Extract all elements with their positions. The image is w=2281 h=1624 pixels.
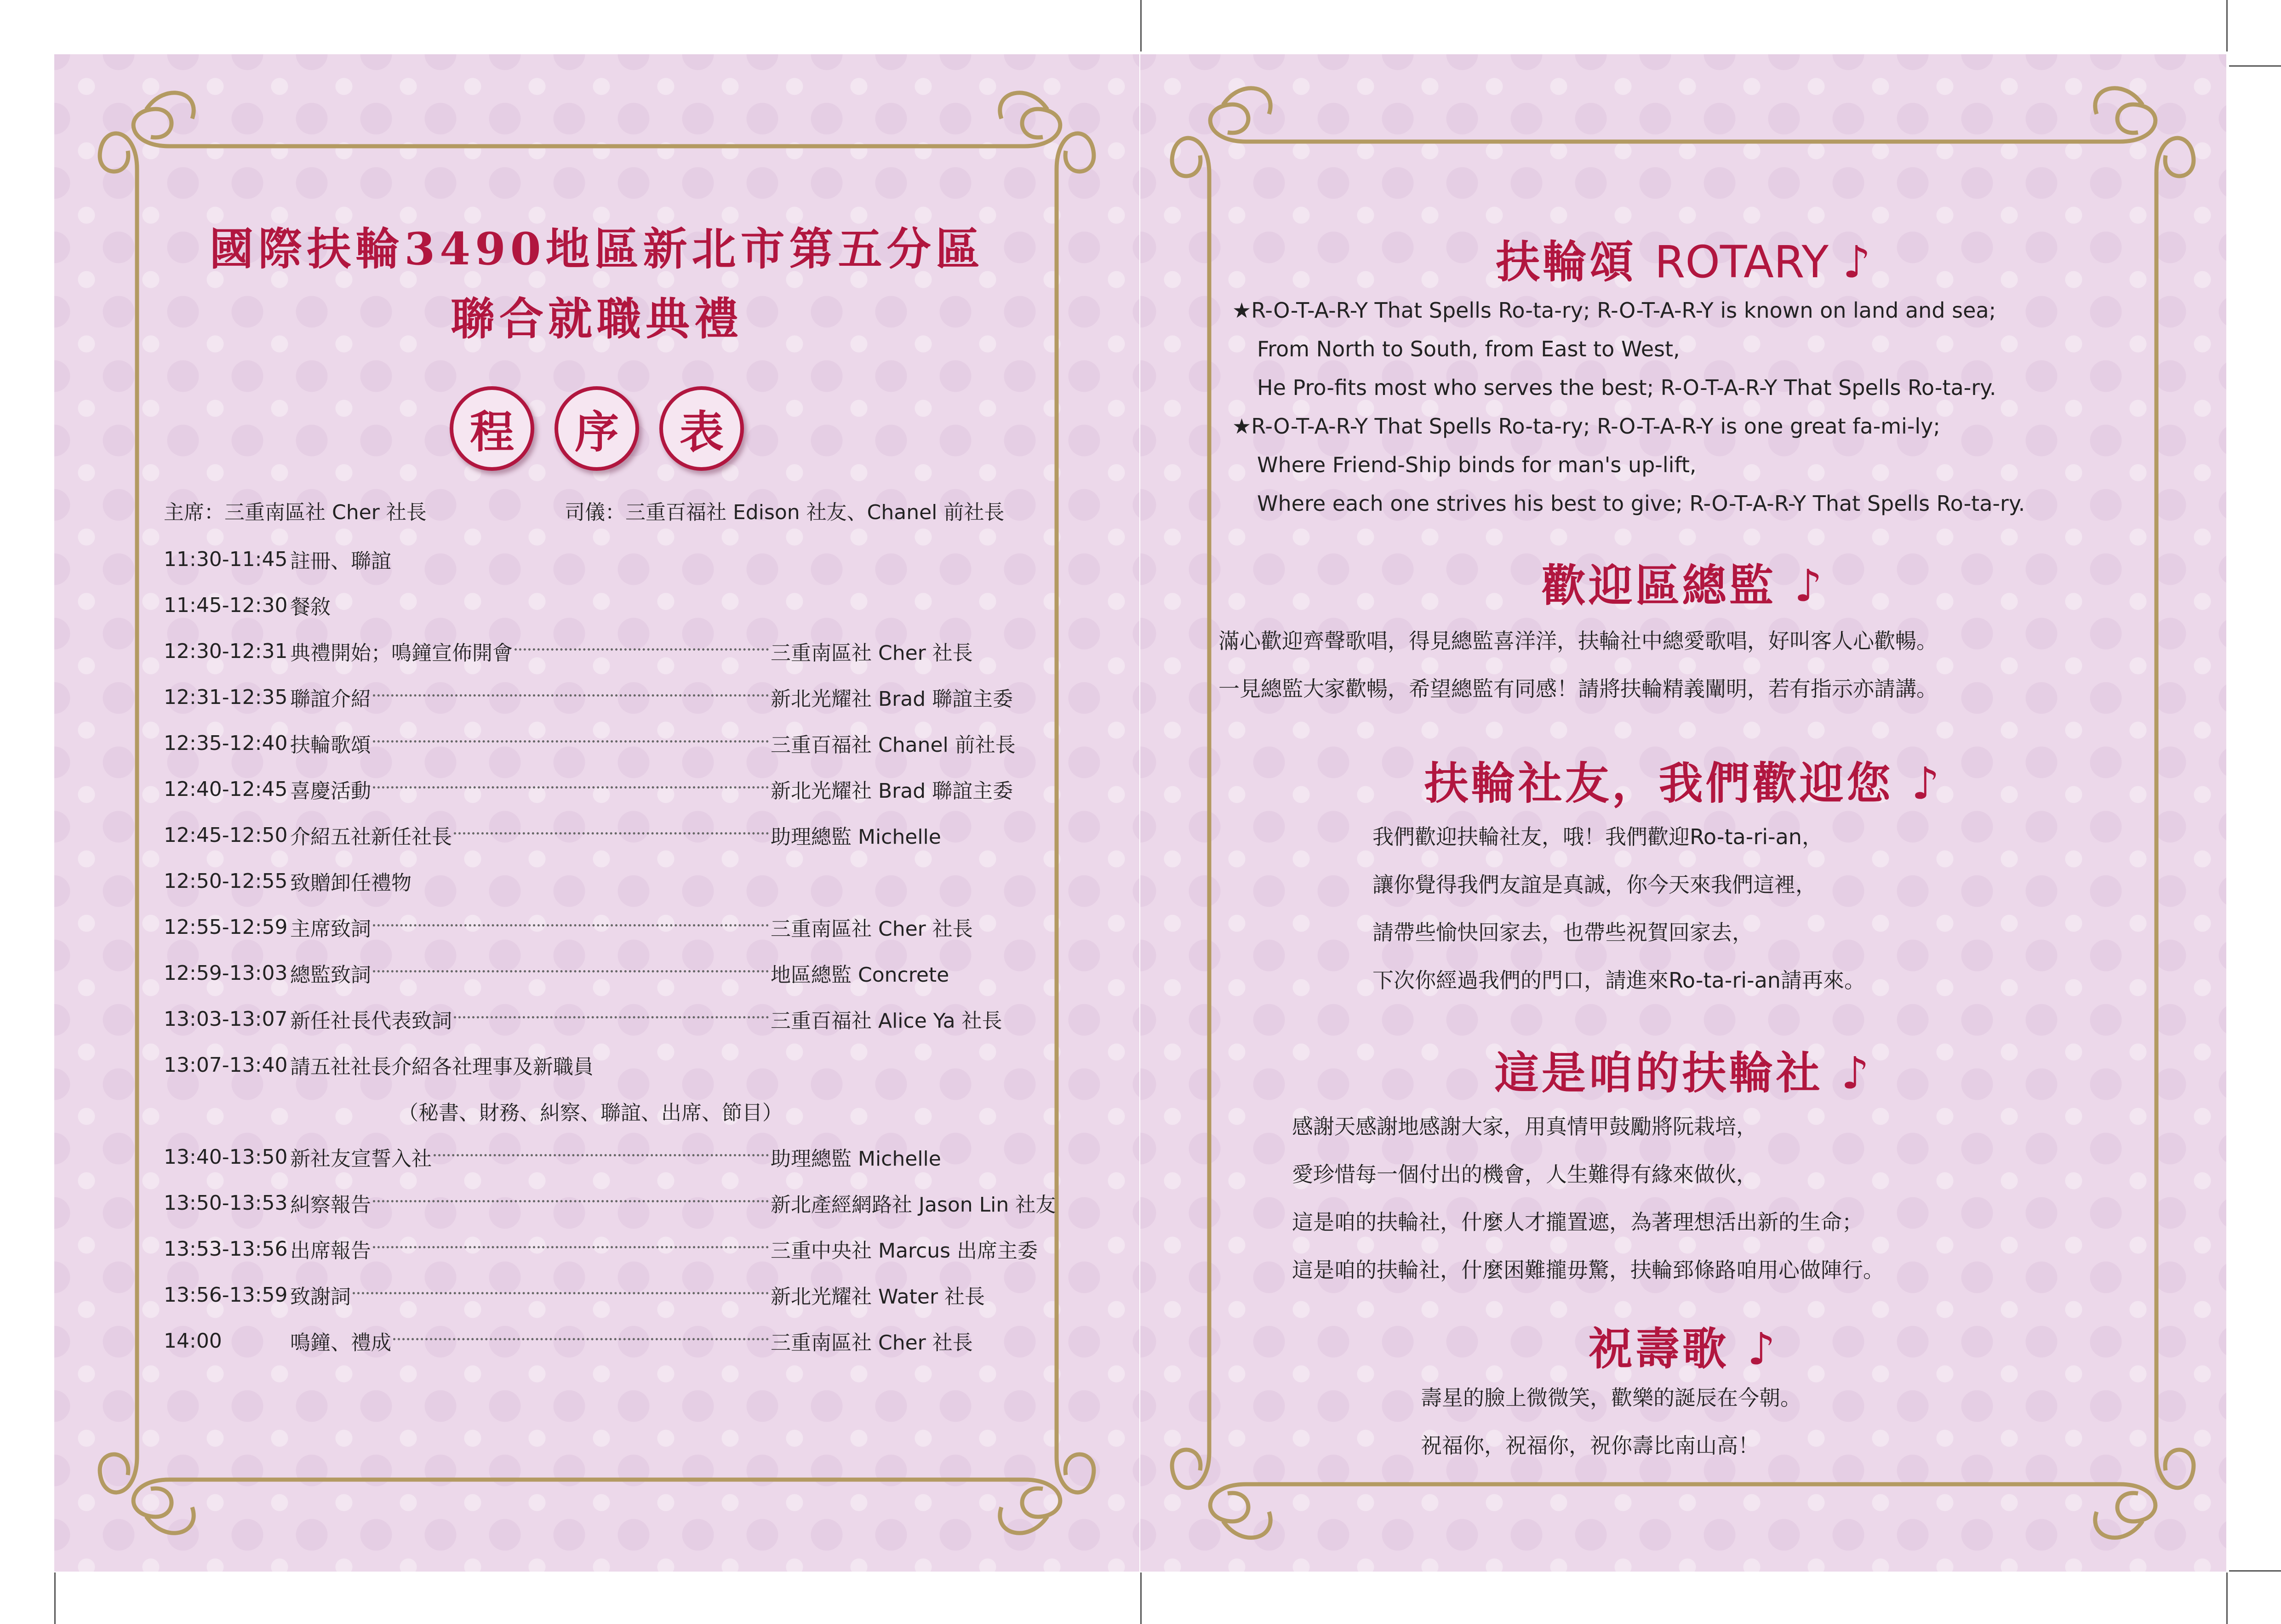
program-time: 12:40-12:45	[164, 777, 288, 801]
dot-leader	[454, 832, 769, 835]
dot-leader	[373, 924, 769, 926]
crop-mark	[2226, 1573, 2228, 1624]
lyric-line: Where Friend-Ship binds for man's up-lift,	[1257, 452, 1697, 477]
program-time: 12:55-12:59	[164, 915, 288, 939]
program-presenter: 新北產經網路社 Jason Lin 社友	[771, 1193, 1056, 1217]
program-row	[164, 858, 1074, 904]
program-row	[164, 536, 1074, 582]
program-badges	[54, 386, 1139, 471]
page-title: 國際扶輪3490地區新北市第五分區	[209, 223, 984, 275]
dot-leader	[434, 1154, 769, 1156]
program-row	[164, 1226, 1074, 1272]
dot-leader	[373, 694, 769, 697]
program-row	[164, 996, 1074, 1042]
crop-mark	[2229, 65, 2281, 67]
crop-mark	[1140, 0, 1142, 51]
lyric-line: He Pro-fits most who serves the best; R-O-T-A-R-Y That Spells Ro-ta-ry.	[1257, 375, 1996, 400]
program-presenter: 三重南區社 Cher 社長	[771, 917, 973, 941]
program-row	[164, 1318, 1074, 1364]
program-presenter: 三重百福社 Chanel 前社長	[771, 733, 1016, 757]
program-item: 典禮開始；鳴鐘宣佈開會	[290, 641, 513, 665]
program-time: 14:00	[164, 1329, 222, 1353]
program-time: 13:40-13:50	[164, 1145, 288, 1169]
program-item: （秘書、財務、糾察、聯誼、出席、節目）	[398, 1101, 783, 1125]
lyric-line: 這是咱的扶輪社，什麼困難攏毋驚，扶輪郅條路咱用心做陣行。	[1292, 1258, 1884, 1282]
songs-page	[1140, 54, 2226, 1572]
lyric-line: 一見總監大家歡暢，希望總監有同感！請將扶輪精義闡明，若有指示亦請講。	[1218, 676, 1938, 701]
crop-mark	[2229, 1570, 2281, 1572]
program-item: 致贈卸任禮物	[290, 871, 412, 895]
page-subtitle: 聯合就職典禮	[451, 293, 743, 345]
program-list	[164, 536, 1074, 1364]
lyric-line: 滿心歡迎齊聲歌唱，得見總監喜洋洋，扶輪社中總愛歌唱，好叫客人心歡暢。	[1218, 629, 1938, 653]
section-title-welcome-governor: 歡迎區總監 ♪	[1541, 560, 1825, 612]
program-presenter: 地區總監 Concrete	[771, 963, 949, 987]
program-presenter: 新北光耀社 Water 社長	[771, 1285, 985, 1309]
section-title-birthday: 祝壽歌 ♪	[1588, 1323, 1778, 1375]
program-time: 12:31-12:35	[164, 685, 288, 709]
program-row	[164, 904, 1074, 950]
badge-circle: 表	[659, 386, 744, 471]
badge-circle: 序	[555, 386, 639, 471]
crop-mark	[2226, 0, 2228, 51]
program-item: 主席致詞	[290, 917, 371, 941]
program-time: 12:59-13:03	[164, 961, 288, 985]
lyric-line: 愛珍惜每一個付出的機會，人生難得有緣來做伙，	[1292, 1162, 1757, 1187]
program-presenter: 三重中央社 Marcus 出席主委	[771, 1239, 1038, 1263]
program-row	[164, 1042, 1074, 1088]
program-item: 糾察報告	[290, 1193, 371, 1217]
program-row	[164, 1088, 1074, 1134]
program-item: 餐敘	[290, 595, 331, 619]
program-row	[164, 720, 1074, 766]
lyric-line: 下次你經過我們的門口，請進來Ro-ta-ri-an請再來。	[1372, 968, 1865, 993]
section-title-rotary	[1140, 227, 2226, 290]
program-presenter: 助理總監 Michelle	[771, 1147, 941, 1171]
dot-leader	[373, 786, 769, 789]
dot-leader	[353, 1292, 769, 1294]
program-time: 11:30-11:45	[164, 547, 288, 571]
program-item: 致謝詞	[290, 1285, 351, 1309]
program-time: 13:50-13:53	[164, 1191, 288, 1215]
dot-leader	[393, 1338, 769, 1340]
lyric-line: 壽星的臉上微微笑，歡樂的誕辰在今朝。	[1421, 1385, 1801, 1410]
dot-leader	[373, 740, 769, 743]
program-row	[164, 950, 1074, 996]
program-presenter: 新北光耀社 Brad 聯誼主委	[771, 687, 1013, 711]
dot-leader	[515, 648, 769, 651]
program-row	[164, 674, 1074, 720]
program-item: 扶輪歌頌	[290, 733, 371, 757]
program-time: 13:56-13:59	[164, 1283, 288, 1307]
lyric-line: 我們歡迎扶輪社友，哦！我們歡迎Ro-ta-ri-an，	[1372, 824, 1823, 849]
program-item: 介紹五社新任社長	[290, 825, 452, 849]
program-presenter: 助理總監 Michelle	[771, 825, 941, 849]
lyric-line: Where each one strives his best to give; R-O-T-A-R-Y That Spells Ro-ta-ry.	[1257, 491, 2025, 516]
program-item: 鳴鐘、禮成	[290, 1331, 391, 1355]
section-title-welcome-rotarians: 扶輪社友，我們歡迎您 ♪	[1424, 757, 1943, 809]
badge-circle: 程	[450, 386, 534, 471]
program-item: 請五社社長介紹各社理事及新職員	[290, 1055, 594, 1079]
program-time: 13:53-13:56	[164, 1237, 288, 1261]
program-presenter: 三重南區社 Cher 社長	[771, 641, 973, 665]
program-item: 出席報告	[290, 1239, 371, 1263]
emcee-line: 司儀：三重百福社 Edison 社友、Chanel 前社長	[565, 501, 1005, 524]
crop-mark	[54, 1573, 56, 1624]
dot-leader	[373, 970, 769, 972]
lyric-line: From North to South, from East to West,	[1257, 337, 1680, 361]
program-row	[164, 1272, 1074, 1318]
dot-leader	[373, 1200, 769, 1202]
lyric-line: 這是咱的扶輪社，什麼人才攏置遮，為著理想活出新的生命；	[1292, 1210, 1863, 1235]
lyric-line: ★R-O-T-A-R-Y That Spells Ro-ta-ry; R-O-T-A-R-Y is one great fa-mi-ly;	[1232, 414, 1940, 439]
crop-mark	[1140, 1573, 1142, 1624]
program-time: 12:35-12:40	[164, 731, 288, 755]
program-row	[164, 1180, 1074, 1226]
section-title-zh: 扶輪頌	[1496, 236, 1637, 288]
program-presenter: 三重百福社 Alice Ya 社長	[771, 1009, 1002, 1033]
program-time: 11:45-12:30	[164, 593, 288, 617]
program-page	[54, 54, 1139, 1572]
lyric-line: 祝福你，祝福你，祝你壽比南山高！	[1421, 1433, 1759, 1458]
program-item: 新社友宣誓入社	[290, 1147, 432, 1171]
program-row	[164, 582, 1074, 628]
program-item: 新任社長代表致詞	[290, 1009, 452, 1033]
program-row	[164, 766, 1074, 812]
program-time: 13:03-13:07	[164, 1007, 288, 1031]
section-title-en: ROTARY ♪	[1654, 236, 1871, 288]
lyric-line: ★R-O-T-A-R-Y That Spells Ro-ta-ry; R-O-T-A-R-Y is known on land and sea;	[1232, 298, 1996, 323]
chair-line: 主席：三重南區社 Cher 社長	[164, 501, 427, 524]
lyric-line: 感謝天感謝地感謝大家，用真情甲鼓勵將阮栽培，	[1292, 1114, 1757, 1139]
dot-leader	[373, 1246, 769, 1248]
program-time: 12:45-12:50	[164, 823, 288, 847]
program-item: 註冊、聯誼	[290, 549, 391, 573]
program-presenter: 新北光耀社 Brad 聯誼主委	[771, 779, 1013, 803]
lyric-line: 讓你覺得我們友誼是真誠，你今天來我們這裡，	[1372, 872, 1817, 897]
program-row	[164, 1134, 1074, 1180]
section-title-our-club: 這是咱的扶輪社 ♪	[1494, 1047, 1872, 1099]
program-time: 13:07-13:40	[164, 1053, 288, 1077]
program-item: 總監致詞	[290, 963, 371, 987]
dot-leader	[454, 1016, 769, 1018]
program-time: 12:30-12:31	[164, 639, 288, 663]
program-row	[164, 812, 1074, 858]
program-time: 12:50-12:55	[164, 869, 288, 893]
program-item: 喜慶活動	[290, 779, 371, 803]
lyric-line: 請帶些愉快回家去，也帶些祝賀回家去，	[1372, 920, 1753, 945]
program-row	[164, 628, 1074, 674]
program-presenter: 三重南區社 Cher 社長	[771, 1331, 973, 1355]
program-item: 聯誼介紹	[290, 687, 371, 711]
